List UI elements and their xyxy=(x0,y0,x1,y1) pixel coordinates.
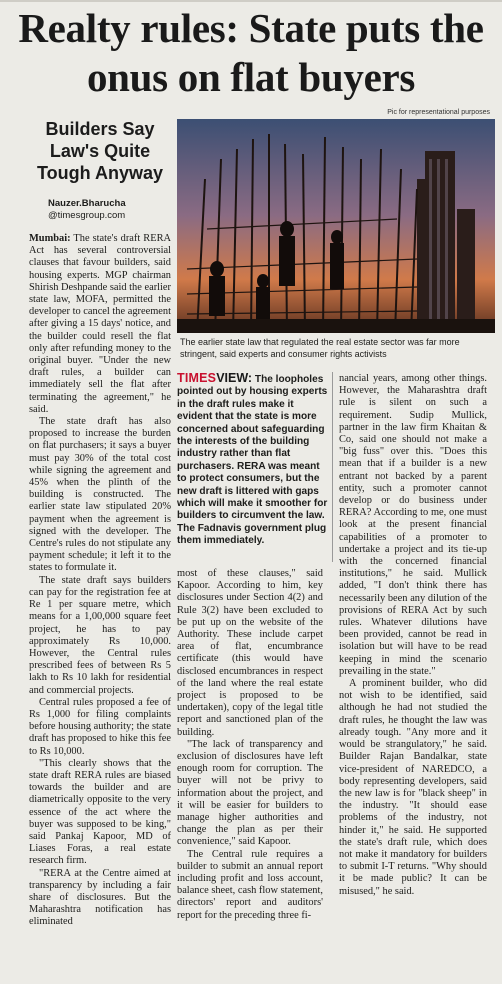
construction-photo xyxy=(177,119,495,333)
construction-photo-image xyxy=(177,119,495,333)
article-paragraph: A prominent builder, who did not wish to be identified, said although he had not studied the draft rules, he thought the law was already tough. "Any more and it would be strangulatory," he said. Builder Rajan Bandalkar, state vice-president of NAREDCO, a body representing developers, said the new law is for "black sheep" in the industry. "It should ease problems of the industry, not hinder it," he said. He supported the state's draft rule, which does not make it mandatory for builders to submit I-T returns. "Why should it be made public? It can be misused," he said. xyxy=(339,678,487,897)
article-paragraph: "The lack of transparency and exclusion of disclosures have left enough room for corruption. The buyer will not be privy to information about the project, and it will be easier for builders to manage higher authorities and change the plan as per their convenience," said Kapoor. xyxy=(177,738,323,848)
article-paragraph: "RERA at the Centre aimed at transparency by including a fair share of disclosures. But the Maharashtra notification has eliminated xyxy=(29,867,171,928)
photo-credit: Pic for representational purposes xyxy=(387,109,490,116)
article-paragraph: The state draft has also proposed to increase the burden on flat purchasers; it says a buyer must pay 30% of the total cost while signing the agreement and 45% when the plinth of the building is constructed. The earlier state law stipulated 20% payment when the agreement is signed with the developer. The Centre's rules do not stipulate any payment schedule; it left it to the states to formulate it. xyxy=(29,416,171,574)
byline-handle: @timesgroup.com xyxy=(48,210,126,221)
times-view-text: The loopholes pointed out by housing experts in the draft rules make it evident that the state is more concerned about safeguarding the interests of the building industry rather than flat purchasers. RERA was meant to protect consumers, but the new draft is littered with gaps which will make it smoother for builders to circumvent the law. The Fadnavis government plug them immediately. xyxy=(177,374,328,547)
article-column-1 xyxy=(29,233,171,929)
article-paragraph: Central rules proposed a fee of Rs 1,000 for filing complaints before housing authority; the state draft has proposed to hike this fee to Rs 10,000. xyxy=(29,696,171,757)
article-paragraph: nancial years, among other things. However, the Maharashtra draft rule is silent on such a requirement. Sudip Mullick, partner in the law firm Khaitan & Co, said one should not make a "big fuss" over this. "Does this mean that if a builder is a new entrant not backed by a parent entity, such a promoter cannot develop or do business under RERA? According to me, one must look at the present financial capabilities of a promoter to undertake a project and its tie-up with the concerned financial institutions," he said. Mullick added, "I don't think there has necessarily been any dilution of the provisions of RERA Act by such rules. Whatever dilutions have been provided, cannot be read in isolation but will have to be read keeping in mind the scenario prevailing in the state." xyxy=(339,373,487,677)
photo-caption: The earlier state law that regulated the real estate sector was far more stringent, said experts and consumer rights activists xyxy=(180,337,460,359)
column-divider xyxy=(332,372,333,562)
dateline: Mumbai: xyxy=(29,233,71,244)
byline-name: Nauzer.Bharucha xyxy=(48,198,126,209)
article-paragraph: The state draft says builders can pay for the registration fee at Re 1 per square metre, which means for a 1,00,000 square feet project, he has to pay approximately Rs 10,000. However, the Central rules prescribed fees of between Rs 5 lakh to Rs 10 lakh for residential and commercial projects. xyxy=(29,574,171,696)
article-column-3 xyxy=(339,373,487,898)
article-paragraph: The Central rule requires a builder to submit an annual report including profit and loss account, balance sheet, cash flow statement, directors' report and auditors' report for the preceding three fi- xyxy=(177,848,323,921)
article-paragraph: Mumbai: The state's draft RERA Act has several controversial clauses that favour builders, said housing experts. MGP chairman Shirish Deshpande said the earlier state law, MOFA, permitted the developer to cancel the agreement after giving a 15 days' notice, and the builder could resell the flat only after refunding money to the original buyer. "Under the new draft rules, a builder can immediately sell the flat after terminating the agreement," he said. xyxy=(29,233,171,415)
top-rule xyxy=(0,0,502,2)
article-paragraph: "This clearly shows that the state draft RERA rules are biased towards the builder and are diametrically opposite to the very essence of the act where the buyer was supposed to be king," said Pankaj Kapoor, MD of Liases Foras, a real estate research firm. xyxy=(29,757,171,867)
deck: Builders Say Law's Quite Tough Anyway xyxy=(37,119,163,183)
times-view-label: TIMES xyxy=(177,371,217,385)
byline xyxy=(48,198,178,222)
times-view-heading: VIEW: xyxy=(216,371,253,385)
headline: Realty rules: State puts the onus on flat buyers xyxy=(18,5,484,100)
article-column-2 xyxy=(177,568,323,922)
times-view-box xyxy=(177,372,331,548)
article-paragraph: most of these clauses," said Kapoor. According to him, key disclosures under Section 4(2) and Rule 3(2) have been excluded to be put up on the website of the Authority. These include carpet area of flat, encumbrance certificate (this would have disclosed encumbrances in respect of the land where the real estate project is proposed to be undertaken), copy of the legal title report and sanctioned plan of the building. xyxy=(177,568,323,738)
